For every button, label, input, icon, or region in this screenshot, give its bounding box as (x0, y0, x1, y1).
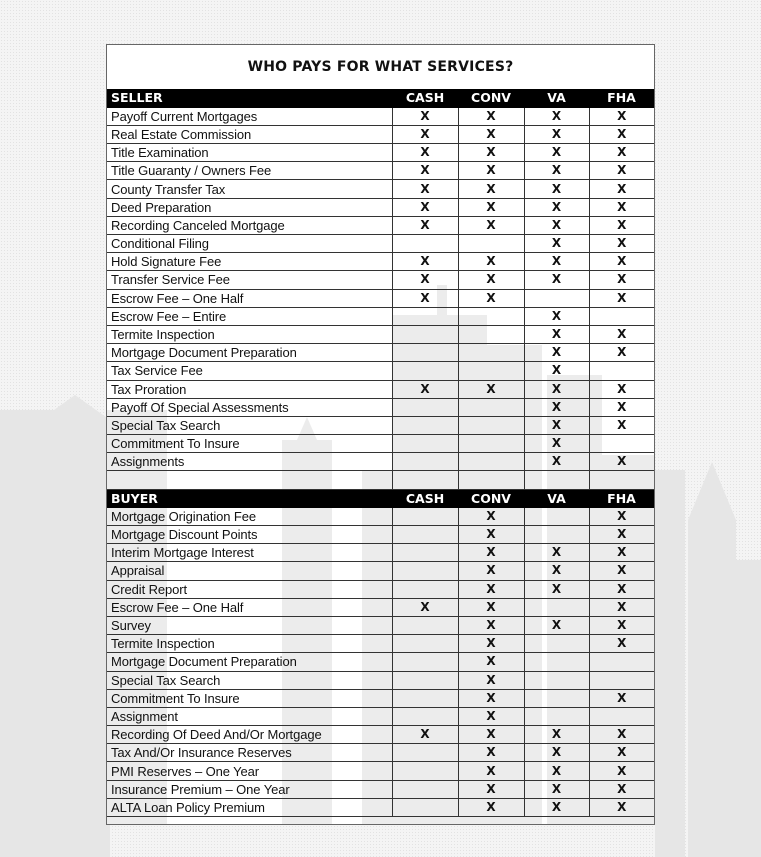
va-mark: X (524, 380, 589, 398)
conv-mark (458, 235, 524, 253)
conv-mark (458, 416, 524, 434)
seller-row (107, 162, 654, 180)
services-sheet (106, 44, 655, 825)
cash-mark (392, 616, 458, 634)
fha-mark: X (589, 125, 654, 143)
cash-mark (392, 416, 458, 434)
conv-mark: X (458, 380, 524, 398)
conv-mark: X (458, 144, 524, 162)
service-label: Assignment (107, 707, 392, 725)
service-label: Insurance Premium – One Year (107, 780, 392, 798)
fha-mark: X (589, 216, 654, 234)
cash-mark (392, 707, 458, 725)
service-label: Mortgage Discount Points (107, 526, 392, 544)
va-mark (524, 671, 589, 689)
cash-mark: X (392, 107, 458, 125)
seller-row (107, 362, 654, 380)
cash-mark: X (392, 289, 458, 307)
fha-mark: X (589, 798, 654, 816)
conv-mark: X (458, 798, 524, 816)
va-mark: X (524, 162, 589, 180)
service-label: Commitment To Insure (107, 435, 392, 453)
seller-row (107, 398, 654, 416)
va-mark: X (524, 253, 589, 271)
fha-mark: X (589, 271, 654, 289)
buyer-row (107, 544, 654, 562)
va-mark: X (524, 144, 589, 162)
va-mark (524, 653, 589, 671)
seller-row (107, 453, 654, 471)
fha-mark: X (589, 162, 654, 180)
column-header-cash: CASH (392, 489, 458, 507)
conv-mark: X (458, 107, 524, 125)
cash-mark (392, 362, 458, 380)
fha-mark: X (589, 325, 654, 343)
column-header-va: VA (524, 489, 589, 507)
service-label: Tax Proration (107, 380, 392, 398)
va-mark: X (524, 362, 589, 380)
service-label: Real Estate Commission (107, 125, 392, 143)
conv-mark: X (458, 162, 524, 180)
conv-mark: X (458, 635, 524, 653)
cash-mark (392, 562, 458, 580)
fha-mark: X (589, 289, 654, 307)
column-header-fha: FHA (589, 89, 654, 107)
fha-mark: X (589, 453, 654, 471)
seller-section (107, 89, 654, 471)
va-mark: X (524, 398, 589, 416)
conv-mark: X (458, 689, 524, 707)
cash-mark: X (392, 380, 458, 398)
spacer-cell (107, 471, 392, 489)
service-label: Termite Inspection (107, 635, 392, 653)
cash-mark (392, 526, 458, 544)
va-mark (524, 689, 589, 707)
service-label: Title Examination (107, 144, 392, 162)
service-label: Tax And/Or Insurance Reserves (107, 744, 392, 762)
column-header-conv: CONV (458, 489, 524, 507)
conv-mark: X (458, 707, 524, 725)
service-label: Credit Report (107, 580, 392, 598)
seller-row (107, 344, 654, 362)
fha-mark (589, 671, 654, 689)
buyer-row (107, 526, 654, 544)
va-mark: X (524, 616, 589, 634)
service-label: Assignments (107, 453, 392, 471)
buyer-row (107, 726, 654, 744)
seller-row (107, 435, 654, 453)
cash-mark: X (392, 253, 458, 271)
seller-row (107, 235, 654, 253)
service-label: Payoff Current Mortgages (107, 107, 392, 125)
fha-mark: X (589, 689, 654, 707)
cash-mark (392, 580, 458, 598)
seller-heading: SELLER (107, 89, 392, 107)
conv-mark: X (458, 253, 524, 271)
service-label: Transfer Service Fee (107, 271, 392, 289)
service-label: Mortgage Origination Fee (107, 507, 392, 525)
service-label: Deed Preparation (107, 198, 392, 216)
va-mark: X (524, 344, 589, 362)
service-label: Escrow Fee – Entire (107, 307, 392, 325)
conv-mark (458, 435, 524, 453)
seller-row (107, 307, 654, 325)
service-label: Escrow Fee – One Half (107, 289, 392, 307)
fha-mark (589, 307, 654, 325)
conv-mark: X (458, 125, 524, 143)
cash-mark: X (392, 198, 458, 216)
service-label: Title Guaranty / Owners Fee (107, 162, 392, 180)
fha-mark: X (589, 726, 654, 744)
buyer-row (107, 744, 654, 762)
va-mark: X (524, 216, 589, 234)
conv-mark: X (458, 726, 524, 744)
va-mark: X (524, 271, 589, 289)
cash-mark: X (392, 125, 458, 143)
conv-mark (458, 344, 524, 362)
conv-mark: X (458, 216, 524, 234)
conv-mark (458, 307, 524, 325)
fha-mark: X (589, 762, 654, 780)
cash-mark (392, 635, 458, 653)
va-mark: X (524, 726, 589, 744)
service-label: Tax Service Fee (107, 362, 392, 380)
service-label: Mortgage Document Preparation (107, 653, 392, 671)
fha-mark: X (589, 635, 654, 653)
buyer-row (107, 707, 654, 725)
va-mark (524, 635, 589, 653)
seller-row (107, 216, 654, 234)
cash-mark (392, 344, 458, 362)
service-label: Commitment To Insure (107, 689, 392, 707)
fha-mark: X (589, 380, 654, 398)
va-mark: X (524, 544, 589, 562)
va-mark: X (524, 107, 589, 125)
seller-row (107, 198, 654, 216)
buyer-row (107, 507, 654, 525)
cash-mark: X (392, 162, 458, 180)
conv-mark: X (458, 544, 524, 562)
va-mark: X (524, 780, 589, 798)
va-mark: X (524, 435, 589, 453)
va-mark: X (524, 798, 589, 816)
service-label: Termite Inspection (107, 325, 392, 343)
service-label: Special Tax Search (107, 671, 392, 689)
spacer-cell (524, 471, 589, 489)
buyer-row (107, 653, 654, 671)
seller-row (107, 107, 654, 125)
cash-mark (392, 762, 458, 780)
conv-mark: X (458, 580, 524, 598)
fha-mark: X (589, 616, 654, 634)
cash-mark (392, 653, 458, 671)
buyer-row (107, 635, 654, 653)
buyer-row (107, 762, 654, 780)
column-header-conv: CONV (458, 89, 524, 107)
va-mark: X (524, 125, 589, 143)
buyer-section (107, 489, 654, 816)
buyer-heading: BUYER (107, 489, 392, 507)
seller-row (107, 253, 654, 271)
buyer-row (107, 780, 654, 798)
va-mark: X (524, 235, 589, 253)
va-mark: X (524, 562, 589, 580)
conv-mark: X (458, 762, 524, 780)
service-label: Appraisal (107, 562, 392, 580)
cash-mark (392, 671, 458, 689)
va-mark (524, 289, 589, 307)
buyer-row (107, 616, 654, 634)
buyer-row (107, 580, 654, 598)
buyer-header-row (107, 489, 654, 507)
seller-row (107, 416, 654, 434)
service-label: Conditional Filing (107, 235, 392, 253)
conv-mark: X (458, 616, 524, 634)
cash-mark: X (392, 726, 458, 744)
spacer-cell (392, 471, 458, 489)
conv-mark (458, 453, 524, 471)
conv-mark: X (458, 653, 524, 671)
service-label: Hold Signature Fee (107, 253, 392, 271)
va-mark: X (524, 198, 589, 216)
buyer-row (107, 562, 654, 580)
service-label: Mortgage Document Preparation (107, 344, 392, 362)
va-mark: X (524, 325, 589, 343)
fha-mark: X (589, 780, 654, 798)
fha-mark: X (589, 580, 654, 598)
service-label: Interim Mortgage Interest (107, 544, 392, 562)
fha-mark (589, 362, 654, 380)
cash-mark (392, 453, 458, 471)
va-mark (524, 526, 589, 544)
fha-mark: X (589, 507, 654, 525)
conv-mark: X (458, 526, 524, 544)
va-mark: X (524, 416, 589, 434)
va-mark (524, 707, 589, 725)
conv-mark: X (458, 780, 524, 798)
seller-row (107, 271, 654, 289)
spacer-row (107, 471, 654, 489)
cash-mark (392, 507, 458, 525)
va-mark: X (524, 762, 589, 780)
buyer-row (107, 798, 654, 816)
va-mark: X (524, 307, 589, 325)
cash-mark: X (392, 598, 458, 616)
conv-mark: X (458, 744, 524, 762)
page-title: WHO PAYS FOR WHAT SERVICES? (247, 59, 514, 75)
va-mark (524, 598, 589, 616)
fha-mark: X (589, 398, 654, 416)
cash-mark: X (392, 271, 458, 289)
seller-row (107, 125, 654, 143)
conv-mark: X (458, 598, 524, 616)
fha-mark: X (589, 180, 654, 198)
fha-mark: X (589, 416, 654, 434)
fha-mark: X (589, 544, 654, 562)
column-header-va: VA (524, 89, 589, 107)
fha-mark: X (589, 344, 654, 362)
service-label: ALTA Loan Policy Premium (107, 798, 392, 816)
cash-mark (392, 435, 458, 453)
cash-mark (392, 689, 458, 707)
va-mark: X (524, 180, 589, 198)
va-mark (524, 507, 589, 525)
seller-header-row (107, 89, 654, 107)
cash-mark: X (392, 216, 458, 234)
fha-mark (589, 653, 654, 671)
conv-mark: X (458, 198, 524, 216)
conv-mark: X (458, 562, 524, 580)
conv-mark (458, 325, 524, 343)
cash-mark (392, 544, 458, 562)
buyer-row (107, 689, 654, 707)
service-label: Escrow Fee – One Half (107, 598, 392, 616)
cash-mark (392, 798, 458, 816)
buyer-row (107, 598, 654, 616)
service-label: Recording Canceled Mortgage (107, 216, 392, 234)
cash-mark: X (392, 144, 458, 162)
buyer-row (107, 671, 654, 689)
spacer-cell (589, 471, 654, 489)
service-label: County Transfer Tax (107, 180, 392, 198)
fha-mark (589, 707, 654, 725)
column-header-cash: CASH (392, 89, 458, 107)
seller-row (107, 289, 654, 307)
fha-mark (589, 435, 654, 453)
section-spacer (107, 471, 654, 489)
cash-mark (392, 398, 458, 416)
cash-mark (392, 235, 458, 253)
fha-mark: X (589, 235, 654, 253)
cash-mark (392, 780, 458, 798)
fha-mark: X (589, 144, 654, 162)
who-pays-table (107, 89, 654, 817)
seller-row (107, 325, 654, 343)
fha-mark: X (589, 253, 654, 271)
cash-mark: X (392, 180, 458, 198)
seller-row (107, 380, 654, 398)
fha-mark: X (589, 744, 654, 762)
conv-mark: X (458, 507, 524, 525)
conv-mark: X (458, 289, 524, 307)
fha-mark: X (589, 198, 654, 216)
fha-mark: X (589, 107, 654, 125)
column-header-fha: FHA (589, 489, 654, 507)
conv-mark (458, 398, 524, 416)
spacer-cell (458, 471, 524, 489)
fha-mark: X (589, 526, 654, 544)
cash-mark (392, 325, 458, 343)
service-label: Special Tax Search (107, 416, 392, 434)
va-mark: X (524, 580, 589, 598)
conv-mark (458, 362, 524, 380)
cash-mark (392, 307, 458, 325)
fha-mark: X (589, 562, 654, 580)
service-label: PMI Reserves – One Year (107, 762, 392, 780)
service-label: Payoff Of Special Assessments (107, 398, 392, 416)
conv-mark: X (458, 671, 524, 689)
va-mark: X (524, 744, 589, 762)
conv-mark: X (458, 271, 524, 289)
fha-mark: X (589, 598, 654, 616)
cash-mark (392, 744, 458, 762)
seller-row (107, 180, 654, 198)
seller-row (107, 144, 654, 162)
service-label: Recording Of Deed And/Or Mortgage (107, 726, 392, 744)
service-label: Survey (107, 616, 392, 634)
conv-mark: X (458, 180, 524, 198)
va-mark: X (524, 453, 589, 471)
